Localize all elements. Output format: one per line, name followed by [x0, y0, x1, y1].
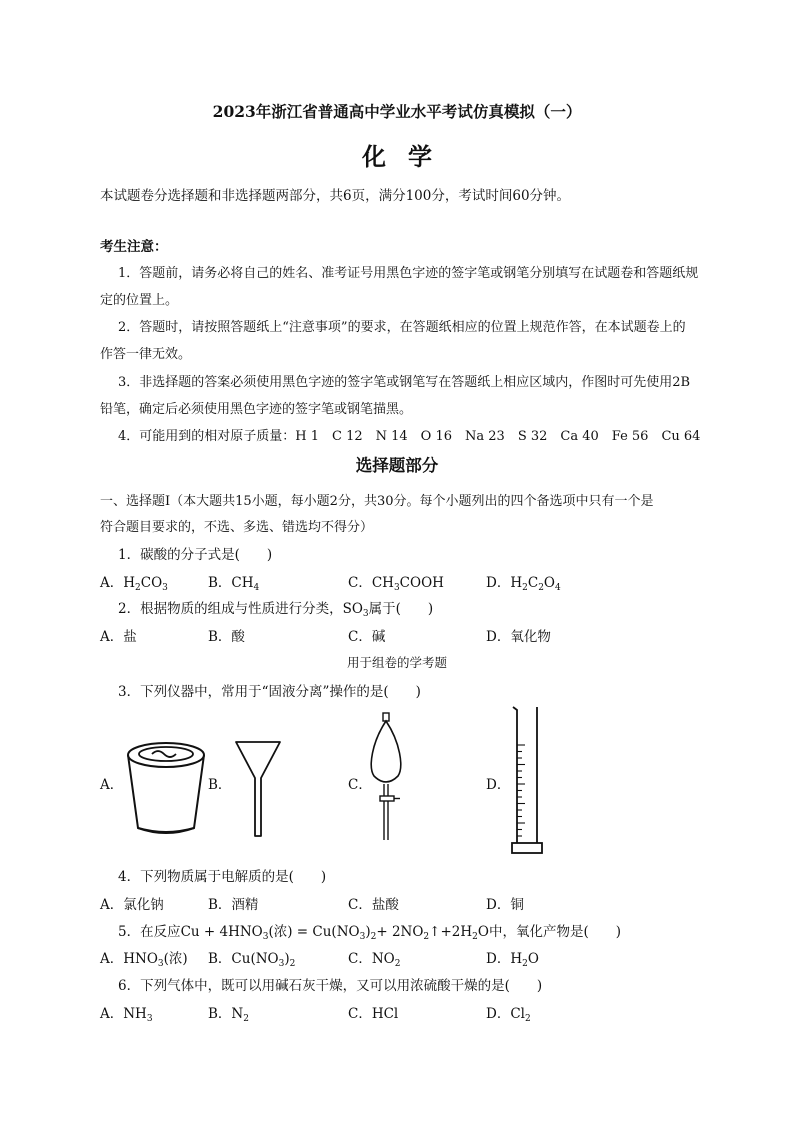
- q2-option-a: A．盐: [100, 629, 137, 645]
- q3-label-b: B．: [208, 777, 232, 793]
- notice-item-2-line1: 2．答题时，请按照答题纸上“注意事项”的要求，在答题纸相应的位置上规范作答，在本试题卷上的: [118, 320, 686, 335]
- q2-option-b: B．酸: [208, 629, 245, 645]
- notice-item-1-line1: 1．答题前，请务必将自己的姓名、准考证号用黑色字迹的签字笔或钢笔分别填写在试题卷和答题纸规: [118, 266, 699, 281]
- q6-option-d: D．$Cl_2$: [486, 1006, 531, 1024]
- q5-option-d: D．$H_2O$: [486, 951, 539, 969]
- q1-stem: 1．碳酸的分子式是( ): [118, 547, 273, 563]
- q1-option-b: B．$CH_4$: [208, 575, 260, 593]
- q4-option-c: C．盐酸: [348, 897, 399, 913]
- q3-label-d: D．: [486, 777, 511, 793]
- q4-option-b: B．酒精: [208, 897, 259, 913]
- notice-item-4: 4．可能用到的相对原子质量：H 1 C 12 N 14 O 16 Na 23 S 32 Ca 40 Fe 56 Cu 64: [118, 429, 701, 444]
- notice-item-3-line1: 3．非选择题的答案必须使用黑色字迹的签字笔或钢笔写在答题纸上相应区域内，作图时可先使用2B: [118, 375, 691, 390]
- q1-option-d: D．$H_2C_2O_4$: [486, 575, 561, 593]
- notice-item-3-line2: 铅笔，确定后必须使用黑色字迹的签字笔或钢笔描黑。: [100, 402, 413, 417]
- q6-option-a: A．$NH_3$: [100, 1006, 153, 1024]
- section-title: 选择题部分: [355, 456, 439, 475]
- q3-label-c: C．: [348, 777, 372, 793]
- q6-option-c: C．HCl: [348, 1006, 399, 1022]
- notice-item-1-line2: 定的位置上。: [100, 293, 179, 308]
- separatory-funnel-image: [368, 712, 408, 844]
- q6-option-b: B．$N_2$: [208, 1006, 249, 1024]
- q3-label-a: A．: [100, 777, 124, 793]
- crucible-image: [124, 740, 208, 836]
- q1-option-a: A．$H_2CO_3$: [100, 575, 168, 593]
- intro-text: 本试题卷分选择题和非选择题两部分，共6页，满分100分，考试时间60分钟。: [100, 188, 571, 204]
- q1-option-c: C．$CH_3COOH$: [348, 575, 444, 593]
- q2-stem: 2．根据物质的组成与性质进行分类，$SO_3$属于( ): [118, 601, 434, 619]
- part1-instructions-line1: 一、选择题Ⅰ（本大题共15小题，每小题2分，共30分。每个小题列出的四个备选项中只有一个是: [100, 494, 654, 509]
- part1-instructions-line2: 符合题目要求的，不选、多选、错选均不得分）: [100, 520, 374, 535]
- q2-option-c: C．碱: [348, 629, 386, 645]
- q5-option-b: B．$Cu(NO_3)_2$: [208, 951, 296, 969]
- subject-title: 化学: [362, 142, 454, 171]
- q4-option-d: D．铜: [486, 897, 524, 913]
- graduated-cylinder-image: [510, 705, 546, 857]
- q6-stem: 6．下列气体中，既可以用碱石灰干燥，又可以用浓硫酸干燥的是( ): [118, 978, 543, 994]
- source-note: 用于组卷的学考题: [346, 655, 447, 670]
- q5-stem: 5．在反应$Cu + 4HNO_3$(浓) = $Cu(NO_3)_2+$ $2NO_2↑+2H_2O$中，氧化产物是( ): [118, 924, 621, 942]
- notice-item-2-line2: 作答一律无效。: [100, 347, 192, 362]
- q3-stem: 3．下列仪器中，常用于“固液分离”操作的是( ): [118, 684, 421, 700]
- q5-option-c: C．$NO_2$: [348, 951, 401, 969]
- exam-title: 2023年浙江省普通高中学业水平考试仿真模拟（一）: [212, 102, 582, 121]
- q4-option-a: A．氯化钠: [100, 897, 164, 913]
- funnel-image: [234, 740, 282, 840]
- q4-stem: 4．下列物质属于电解质的是( ): [118, 869, 327, 885]
- q2-option-d: D．氧化物: [486, 629, 551, 645]
- q5-option-a: A．$HNO_3$(浓): [100, 951, 188, 969]
- notice-heading: 考生注意：: [100, 239, 168, 255]
